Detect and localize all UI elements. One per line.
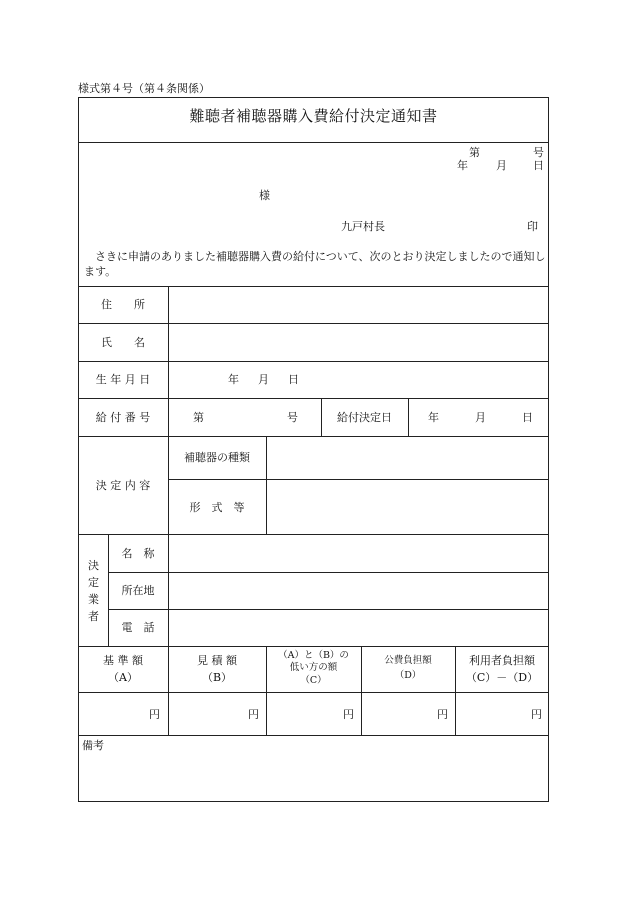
label-vendor-name: 名 称 [121, 547, 155, 560]
label-grant-no: 給 付 番 号 [95, 411, 151, 424]
header-lower-amount: （A）と（B）の [278, 650, 349, 661]
form-title: 難聴者補聴器購入費給付決定通知書 [189, 107, 438, 125]
seal-mark: 印 [527, 220, 538, 233]
header-public-burden: 公費負担額 [384, 655, 432, 666]
form-number: 様式第４号（第４条関係） [78, 82, 210, 95]
header-standard-amount: 基 準 額 [103, 654, 143, 667]
notice-form [78, 97, 549, 802]
header-public-burden-sub: （D） [394, 670, 422, 681]
addressee-suffix: 様 [259, 189, 270, 202]
header-estimate-sub: （B） [201, 671, 233, 684]
doc-no-prefix: 第 [469, 146, 480, 159]
doc-no-suffix: 号 [533, 146, 544, 159]
unit-yen-a: 円 [149, 708, 160, 721]
birth-year: 年 [228, 373, 239, 386]
rule [78, 646, 549, 647]
decision-day: 日 [522, 411, 533, 424]
date-day: 日 [533, 159, 544, 172]
rule [78, 735, 549, 736]
label-name: 氏 名 [101, 336, 145, 349]
rule [168, 286, 169, 534]
grant-no-suffix: 号 [287, 411, 298, 424]
unit-yen-b: 円 [248, 708, 259, 721]
header-lower-amount-sub: （C） [300, 675, 327, 686]
header-user-burden: 利用者負担額 [469, 654, 535, 667]
label-vendor-group: 決定業者 [88, 559, 99, 623]
rule [78, 398, 549, 399]
rule [108, 609, 549, 610]
rule [78, 142, 549, 143]
rule [78, 286, 549, 287]
birth-day: 日 [288, 373, 299, 386]
label-decision-content: 決 定 内 容 [95, 479, 151, 492]
decision-year: 年 [428, 411, 439, 424]
header-user-burden-sub: （C）－（D） [465, 671, 539, 684]
label-birthdate: 生 年 月 日 [95, 373, 151, 386]
label-model: 形 式 等 [189, 501, 245, 514]
date-month: 月 [496, 159, 507, 172]
rule [266, 436, 267, 534]
label-decision-date: 給付決定日 [337, 411, 392, 424]
label-device-type: 補聴器の種類 [184, 451, 250, 464]
rule [168, 534, 169, 735]
notice-body: さきに申請のありました補聴器購入費の給付について、次のとおり決定しましたので通知します。 [84, 250, 546, 278]
rule [78, 692, 549, 693]
rule [408, 398, 409, 436]
rule [78, 361, 549, 362]
header-lower-amount-2: 低い方の額 [289, 662, 338, 673]
unit-yen-e: 円 [531, 708, 542, 721]
label-vendor-phone: 電 話 [121, 621, 155, 634]
header-estimate: 見 積 額 [197, 654, 237, 667]
rule [168, 479, 549, 480]
issuer: 九戸村長 [341, 220, 385, 233]
birth-month: 月 [258, 373, 269, 386]
rule [78, 436, 549, 437]
rule [78, 534, 549, 535]
label-address: 住 所 [101, 298, 145, 311]
rule [78, 323, 549, 324]
date-year: 年 [457, 159, 468, 172]
label-vendor-location: 所在地 [121, 584, 155, 597]
unit-yen-c: 円 [343, 708, 354, 721]
decision-month: 月 [475, 411, 486, 424]
rule [108, 572, 549, 573]
grant-no-prefix: 第 [193, 411, 204, 424]
unit-yen-d: 円 [437, 708, 448, 721]
remarks-label: 備考 [82, 739, 104, 752]
header-standard-amount-sub: （A） [108, 671, 138, 684]
